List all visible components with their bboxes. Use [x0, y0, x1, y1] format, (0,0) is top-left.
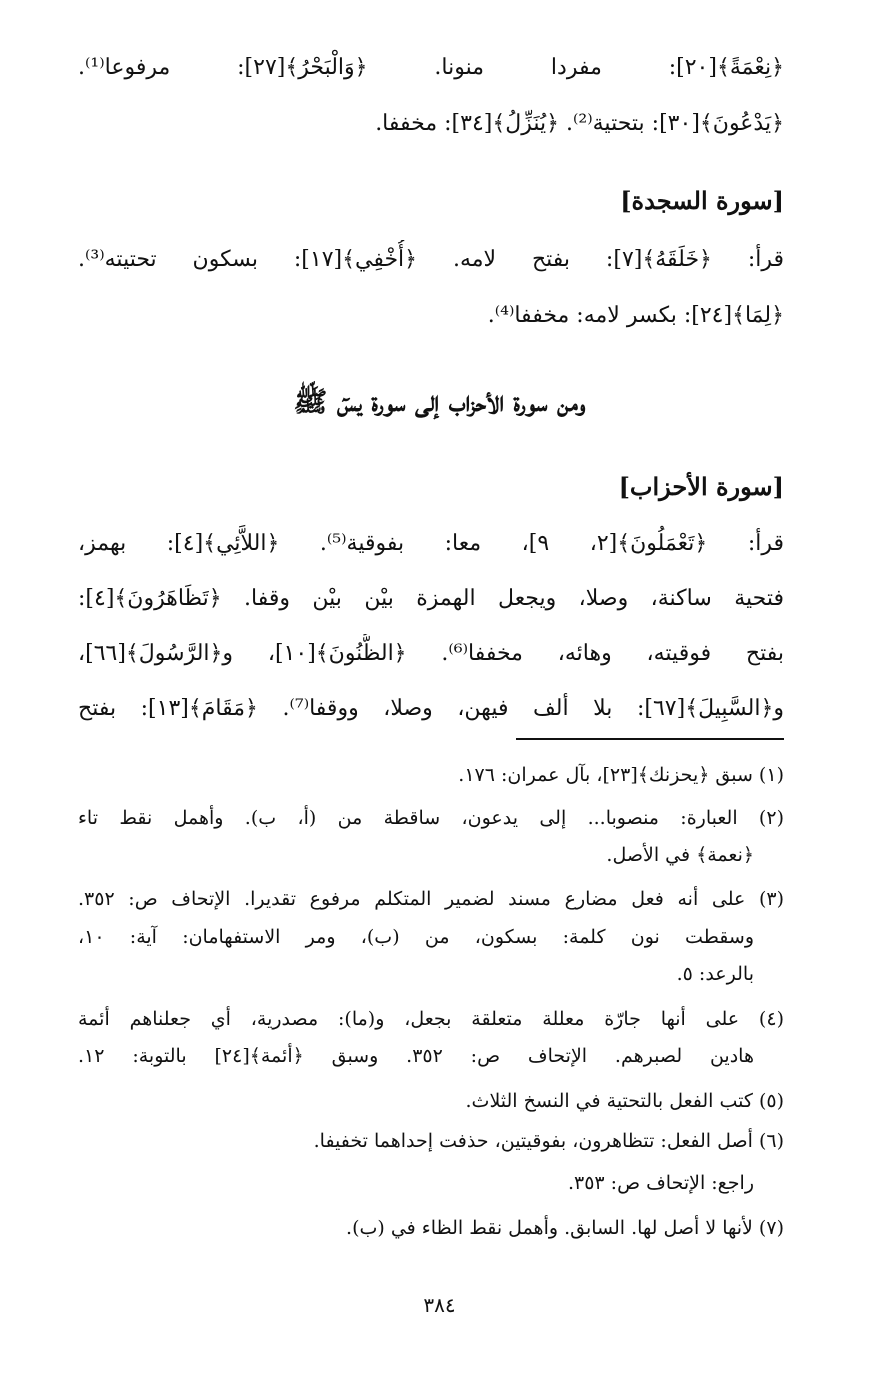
footnote-4: (٤) على أنها جارّة معللة متعلقة بجعل، و(ما): مصدرية، أي جعلناهم أئمة — [78, 1008, 784, 1030]
ahzab-line-3: بفتح فوقيته، وهائه، مخففا⁽⁶⁾. ﴿الظُّنُونَ﴾[١٠]، و﴿الرَّسُولَ﴾[٦٦]، — [78, 641, 784, 666]
footnote-3-end: بالرعد: ٥. — [676, 963, 754, 985]
ahzab-line-4: و﴿السَّبِيلَ﴾[٦٧]: بلا ألف فيهن، وصلا، ووقفا⁽⁷⁾. ﴿مَقَامَ﴾[١٣]: بفتح — [78, 696, 784, 721]
page-number: ٣٨٤ — [423, 1293, 456, 1317]
footnote-7: (٧) لأنها لا أصل لها. السابق. وأهمل نقط الظاء في (ب). — [346, 1217, 784, 1239]
footnote-2: (٢) العبارة: منصوبا... إلى يدعون، ساقطة من (أ، ب). وأهمل نقط تاء — [78, 807, 784, 829]
footnote-3: (٣) على أنه فعل مضارع مسند لضمير المتكلم مرفوع تقديرا. الإتحاف ص: ٣٥٢. — [78, 888, 784, 910]
sajda-line-1: قرأ: ﴿خَلَقَهُ﴾[٧]: بفتح لامه. ﴿أُخْفِي﴾[١٧]: بسكون تحتيته⁽³⁾. — [78, 247, 784, 272]
footnote-5: (٥) كتب الفعل بالتحتية في النسخ الثلاث. — [465, 1090, 784, 1112]
section-title: ومن سورة الأحزاب إلى سورة يسٓ ﷺ — [293, 385, 586, 418]
surah-sajda-heading: [سورة السجدة] — [620, 186, 784, 215]
ahzab-line-2: فتحية ساكنة، وصلا، ويجعل الهمزة بيْن بيْن وقفا. ﴿تَظَاهَرُونَ﴾[٤]: — [78, 586, 784, 611]
footnote-1: (١) سبق ﴿يحزنك﴾[٢٣]، بآل عمران: ١٧٦. — [458, 764, 784, 786]
footnote-4-cont: هادين لصبرهم. الإتحاف ص: ٣٥٢. وسبق ﴿أئمة﴾[٢٤] بالتوبة: ١٢. — [78, 1045, 754, 1067]
body-line-2: ﴿يَدْعُونَ﴾[٣٠]: بتحتية⁽²⁾. ﴿يُنَزِّلُ﴾[٣٤]: مخففا. — [375, 111, 784, 136]
footnote-6-cont: راجع: الإتحاف ص: ٣٥٣. — [567, 1172, 754, 1194]
footnote-3-cont: وسقطت نون كلمة: بسكون، من (ب)، ومر الاستفهامان: آية: ١٠، — [78, 926, 754, 948]
footnote-2-cont: ﴿نعمة﴾ في الأصل. — [606, 844, 754, 866]
surah-ahzab-heading: [سورة الأحزاب] — [618, 472, 784, 501]
footnote-separator — [516, 738, 784, 740]
sajda-line-2: ﴿لِمَا﴾[٢٤]: بكسر لامه: مخففا⁽⁴⁾. — [487, 303, 784, 328]
footnote-6: (٦) أصل الفعل: تتظاهرون، بفوقيتين، حذفت إحداهما تخفيفا. — [313, 1130, 784, 1152]
ahzab-line-1: قرأ: ﴿تَعْمَلُونَ﴾[٢، ٩]، معا: بفوقية⁽⁵⁾. ﴿اللاَّئِي﴾[٤]: بهمز، — [78, 531, 784, 556]
body-line-1: ﴿نِعْمَةً﴾[٢٠]: مفردا منونا. ﴿وَالْبَحْرُ﴾[٢٧]: مرفوعا⁽¹⁾. — [78, 55, 784, 80]
